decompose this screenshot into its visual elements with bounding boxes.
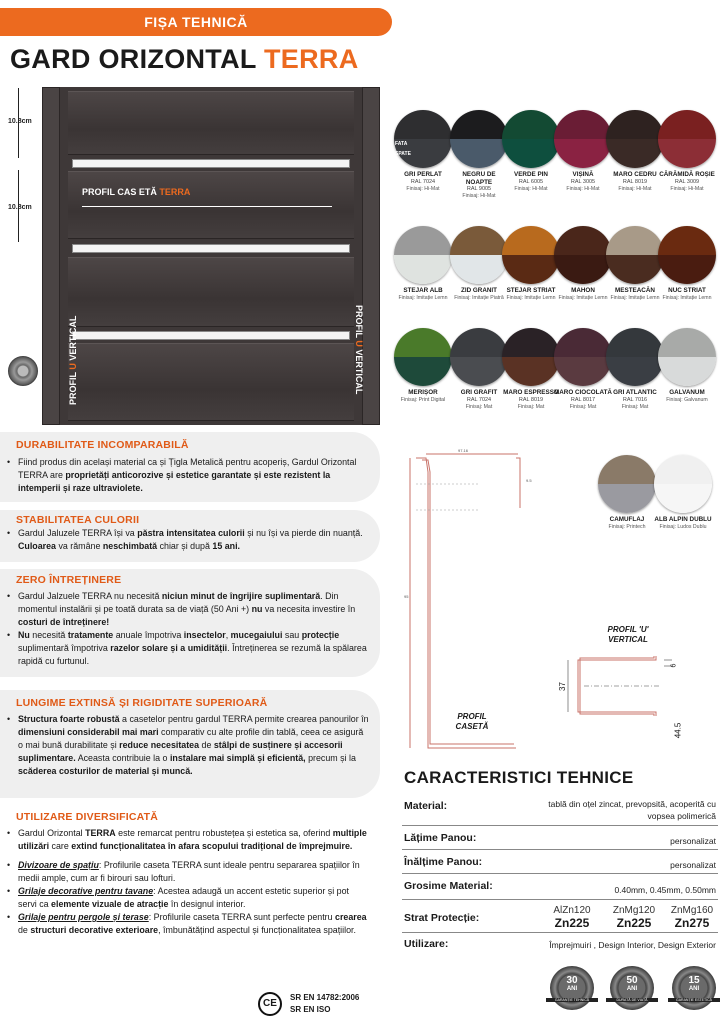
swatch-disc bbox=[606, 226, 664, 284]
swatch-disc bbox=[606, 328, 664, 386]
swatch-finish: Finisaj: Hi-Mat bbox=[566, 185, 600, 192]
swatch-ral: RAL 7016 bbox=[622, 396, 648, 403]
swatch-back bbox=[450, 255, 508, 284]
color-swatch bbox=[598, 455, 656, 531]
swatch-front bbox=[450, 226, 508, 255]
swatch-back bbox=[658, 139, 716, 168]
swatch-name: MAHON bbox=[571, 287, 595, 294]
section-title-lungime: LUNGIME EXTINSĂ ȘI RIGIDITATE SUPERIOARĂ bbox=[16, 697, 268, 709]
section-title-utilizare: UTILIZARE DIVERSIFICATĂ bbox=[16, 811, 159, 823]
dimension-top: 10.8cm bbox=[8, 118, 32, 125]
list-item: • Structura foarte robustă a casetelor pentru gardul TERRA permite crearea panourilor în dimensiuni considerabil mai mari comparativ cu alte profile din tablă, ceea ce asigură o mai bună durabilitate și reduce necesitatea de stâlpi de susținere și accesorii suplimentare. Aceasta contribuie la o instalare mai simplă și eficientă, precum și la scăderea costurilor de material și muncă. bbox=[6, 713, 370, 778]
color-swatch bbox=[654, 455, 712, 531]
profil-u-label: PROFIL 'U' VERTICAL bbox=[607, 625, 649, 644]
profile-arrow bbox=[82, 206, 332, 207]
swatch-disc bbox=[394, 328, 452, 386]
swatch-back bbox=[502, 139, 560, 168]
swatch-ral: RAL 8017 bbox=[570, 396, 596, 403]
swatch-front bbox=[606, 110, 664, 139]
swatch-disc bbox=[658, 226, 716, 284]
swatch-ral: RAL 8019 bbox=[518, 396, 544, 403]
swatch-back bbox=[554, 139, 612, 168]
profile-caseta-label bbox=[82, 187, 190, 197]
svg-text:9.5: 9.5 bbox=[526, 478, 532, 483]
warranty-badge bbox=[672, 966, 716, 1010]
swatch-back bbox=[450, 357, 508, 386]
swatch-front bbox=[450, 110, 508, 139]
swatch-back bbox=[554, 255, 612, 284]
swatch-disc bbox=[450, 110, 508, 168]
swatch-ral: RAL 7024 bbox=[466, 396, 492, 403]
swatch-finish: Finisaj: Mat bbox=[517, 403, 545, 410]
swatch-name: MESTEACĂN bbox=[615, 287, 655, 294]
fence-post-right bbox=[362, 87, 380, 425]
swatch-disc bbox=[502, 226, 560, 284]
color-swatch bbox=[502, 328, 560, 411]
swatch-finish: Finisaj: Hi-Mat bbox=[514, 185, 548, 192]
svg-text:97.16: 97.16 bbox=[458, 448, 469, 453]
protection-3: ZnMg160 Zn275 bbox=[670, 905, 714, 930]
swatch-disc bbox=[654, 455, 712, 513]
swatch-disc bbox=[606, 110, 664, 168]
color-swatch bbox=[606, 226, 664, 302]
swatch-back bbox=[450, 139, 508, 168]
list-item: • Nu necesită tratamente anuale împotriva insectelor, mucegaiului sau protecție suplimentară împotriva razelor solare și a umidității. Întreținerea se rezumă la spălarea rapidă cu furtunul. bbox=[6, 629, 370, 668]
color-swatch bbox=[502, 110, 560, 193]
swatch-disc bbox=[554, 226, 612, 284]
dim-37: 37 bbox=[557, 682, 567, 691]
protection-2: ZnMg120 Zn225 bbox=[612, 905, 656, 930]
swatch-name: CAMUFLAJ bbox=[609, 516, 645, 523]
warranty-badge bbox=[550, 966, 594, 1010]
profile-u-right-2: VERTICAL bbox=[354, 349, 364, 395]
color-swatch bbox=[606, 328, 664, 411]
row-inaltime: Înălțime Panou: personalizat bbox=[402, 854, 718, 874]
screw-icon bbox=[8, 356, 38, 386]
swatch-finish: Finisaj: Mat bbox=[621, 403, 649, 410]
badge-num: 50 bbox=[626, 975, 638, 986]
profil-caseta-label: PROFIL CASETĂ bbox=[455, 712, 489, 731]
swatch-name: MARO ESPRESSO bbox=[503, 389, 559, 396]
swatch-disc bbox=[502, 328, 560, 386]
color-swatch bbox=[502, 226, 560, 302]
protection-1: AlZn120 Zn225 bbox=[553, 905, 591, 930]
swatch-back bbox=[394, 357, 452, 386]
section-text-utilizare bbox=[6, 827, 370, 937]
swatch-front bbox=[606, 226, 664, 255]
swatch-disc bbox=[502, 110, 560, 168]
row-strat: Strat Protecție: bbox=[402, 903, 718, 933]
header-banner: FIȘA TEHNICĂ bbox=[0, 8, 392, 36]
swatch-front bbox=[502, 328, 560, 357]
swatch-back bbox=[606, 357, 664, 386]
swatch-front bbox=[598, 455, 656, 484]
swatch-front bbox=[658, 328, 716, 357]
color-swatch bbox=[554, 110, 612, 193]
swatch-finish: Finisaj: Hi-Mat bbox=[618, 185, 652, 192]
swatch-finish: Finisaj: Printech bbox=[608, 523, 646, 530]
swatch-back bbox=[654, 484, 712, 513]
swatch-front bbox=[554, 226, 612, 255]
badge-text: GARANȚIE TEHNICĂ bbox=[546, 998, 598, 1002]
swatch-front bbox=[450, 328, 508, 357]
title-accent: TERRA bbox=[264, 44, 359, 74]
swatch-back bbox=[598, 484, 656, 513]
profile-u-left-2: VERTICAL bbox=[68, 315, 78, 361]
list-item: • Gardul Orizontal TERRA este remarcat pentru robustețea și estetica sa, oferind multiple utilizări care extind funcționalitatea în afara scopului tradițional de împrejmuire. bbox=[6, 827, 370, 853]
swatch-back bbox=[658, 357, 716, 386]
swatch-ral: RAL 7024 bbox=[410, 178, 436, 185]
swatch-name: GRI GRAFIT bbox=[460, 389, 498, 396]
swatch-front bbox=[658, 226, 716, 255]
section-text-lungime bbox=[6, 713, 370, 778]
ce-mark-icon: CE bbox=[258, 992, 282, 1016]
fence-slat bbox=[68, 91, 354, 155]
badge-unit: ANI bbox=[626, 986, 638, 992]
section-title-zero: ZERO ÎNTREȚINERE bbox=[16, 574, 122, 586]
fence-slat bbox=[68, 343, 354, 421]
section-title-durabilitate: DURABILITATE INCOMPARABILĂ bbox=[16, 439, 189, 451]
swatch-front bbox=[658, 110, 716, 139]
swatch-ral: RAL 6005 bbox=[518, 178, 544, 185]
badge-unit: ANI bbox=[688, 986, 700, 992]
swatch-name: MERIȘOR bbox=[408, 389, 438, 396]
standard-2: SR EN ISO bbox=[290, 1005, 331, 1014]
swatch-name: NUC STRIAT bbox=[668, 287, 706, 294]
section-text-stabilitate bbox=[6, 527, 370, 553]
swatch-front bbox=[606, 328, 664, 357]
row-material: Material: tablă din oțel zincat, prevopsită, acoperită cu vopsea polimerică bbox=[402, 796, 718, 826]
swatch-disc bbox=[554, 328, 612, 386]
color-swatch bbox=[606, 110, 664, 193]
characteristics-title: CARACTERISTICI TEHNICE bbox=[404, 768, 634, 787]
profile-u-left-1: PROFIL bbox=[68, 372, 78, 405]
swatch-front bbox=[394, 110, 452, 139]
swatch-name: CĂRĂMIDĂ ROȘIE bbox=[659, 171, 715, 178]
svg-text:95: 95 bbox=[404, 594, 409, 599]
color-swatch bbox=[450, 110, 508, 200]
list-item: • Grilaje pentru pergole și terase: Profilurile caseta TERRA sunt perfecte pentru crearea de structuri decorative exterioare, îmbunătățind aspectul și funcționalitatea spațiilor. bbox=[6, 911, 370, 937]
swatch-finish: Finisaj: Imitație Lemn bbox=[610, 294, 660, 301]
profile-u-right-accent: U bbox=[354, 340, 364, 347]
swatch-name: GALVANUM bbox=[669, 389, 705, 396]
row-utilizare: Utilizare: Împrejmuiri , Design Interior, Design Exterior bbox=[404, 938, 716, 950]
swatch-finish: Finisaj: Print Digital bbox=[400, 396, 446, 403]
swatch-front bbox=[654, 455, 712, 484]
swatch-name: NEGRU DE NOAPTE bbox=[462, 171, 496, 186]
swatch-disc bbox=[394, 226, 452, 284]
swatch-finish: Finisaj: Mat bbox=[569, 403, 597, 410]
swatch-finish: Finisaj: Imitație Lemn bbox=[558, 294, 608, 301]
swatch-disc bbox=[658, 328, 716, 386]
dim-445: 44.5 bbox=[673, 722, 683, 739]
swatch-back bbox=[606, 139, 664, 168]
swatch-ral: RAL 9005 bbox=[466, 186, 492, 192]
fence-gap bbox=[72, 331, 350, 340]
swatch-ral: RAL 8019 bbox=[622, 178, 648, 185]
profile-u-right-label bbox=[354, 305, 364, 394]
swatch-name: ALB ALPIN DUBLU bbox=[654, 516, 712, 523]
swatch-disc bbox=[394, 110, 452, 168]
color-swatch bbox=[658, 328, 716, 404]
swatch-name: GRI PERLAT bbox=[404, 171, 442, 178]
fence-illustration bbox=[42, 87, 380, 425]
swatch-name: STEJAR STRIAT bbox=[506, 287, 556, 294]
swatch-name: STEJAR ALB bbox=[403, 287, 443, 294]
fence-slat bbox=[68, 171, 354, 239]
fence-gap bbox=[72, 159, 350, 168]
swatch-front bbox=[502, 226, 560, 255]
color-swatch bbox=[554, 226, 612, 302]
profile-caseta-accent: TERRA bbox=[159, 187, 191, 197]
fence-slat bbox=[68, 257, 354, 327]
profile-u-right-1: PROFIL bbox=[354, 305, 364, 338]
swatch-back bbox=[554, 357, 612, 386]
list-item: • Gardul Jaluzele TERRA își va păstra intensitatea culorii și nu își va pierde din nuanță. Culoarea va rămâne neschimbată chiar și după 15 ani. bbox=[6, 527, 370, 553]
swatch-front bbox=[394, 226, 452, 255]
spate-label: SPATE bbox=[395, 151, 411, 157]
swatch-front bbox=[394, 328, 452, 357]
swatch-front bbox=[554, 328, 612, 357]
swatch-name: GRI ATLANTIC bbox=[613, 389, 657, 396]
swatch-back bbox=[502, 255, 560, 284]
swatch-front bbox=[554, 110, 612, 139]
list-item: • Grilaje decorative pentru tavane: Acestea adaugă un accent estetic superior și pot servi ca elemente vizuale de atracție în designul interior. bbox=[6, 885, 370, 911]
badge-text: DURATĂ DE VIAȚĂ bbox=[606, 998, 658, 1002]
standard-1: SR EN 14782:2006 bbox=[290, 993, 360, 1002]
swatch-disc bbox=[598, 455, 656, 513]
swatch-finish: Finisaj: Hi-Mat bbox=[406, 185, 440, 192]
color-swatch bbox=[394, 226, 452, 302]
list-item: • Divizoare de spațiu: Profilurile caseta TERRA sunt ideale pentru separarea spațiilor în medii ample, cum ar fi birouri sau lofturi. bbox=[6, 859, 370, 885]
color-swatch bbox=[450, 226, 508, 302]
swatch-disc bbox=[554, 110, 612, 168]
swatch-finish: Finisaj: Hi-Mat bbox=[462, 193, 496, 199]
swatch-finish: Finisaj: Imitație Lemn bbox=[506, 294, 556, 301]
swatch-ral: RAL 3005 bbox=[570, 178, 596, 185]
swatch-finish: Finisaj: Mat bbox=[465, 403, 493, 410]
swatch-disc bbox=[450, 226, 508, 284]
swatch-back bbox=[658, 255, 716, 284]
swatch-name: VERDE PIN bbox=[514, 171, 548, 178]
color-swatch bbox=[658, 226, 716, 302]
section-text-durabilitate bbox=[6, 456, 370, 495]
fence-gap bbox=[72, 244, 350, 253]
dimension-mid: 10.8cm bbox=[8, 204, 32, 211]
swatch-finish: Finisaj: Imitație Piatră bbox=[454, 294, 504, 301]
list-item: • Fiind produs din același material ca și Țigla Metalică pentru acoperiș, Gardul Orizontal TERRA are proprietăți anticorozive și estetice garantate și este rezistent la intemperii și raze ultraviolete. bbox=[6, 456, 370, 495]
profile-u-left-label bbox=[68, 316, 78, 405]
color-swatch bbox=[394, 328, 452, 404]
badge-text: GARANȚIE ESTETICĂ bbox=[668, 998, 720, 1002]
title-main: GARD ORIZONTAL bbox=[10, 44, 257, 74]
color-swatch bbox=[658, 110, 716, 193]
swatch-finish: Finisaj: Ludos Dublu bbox=[659, 523, 707, 530]
swatch-finish: Finisaj: Hi-Mat bbox=[670, 185, 704, 192]
fata-label: FATA bbox=[395, 141, 408, 147]
swatch-name: MARO CEDRU bbox=[613, 171, 657, 178]
swatch-name: VIȘINĂ bbox=[572, 171, 594, 178]
swatch-back bbox=[606, 255, 664, 284]
swatch-back bbox=[394, 255, 452, 284]
swatch-name: MARO CIOCOLATĂ bbox=[554, 389, 612, 396]
badge-num: 15 bbox=[688, 975, 700, 986]
swatch-disc bbox=[450, 328, 508, 386]
list-item: • Gardul Jalzuele TERRA nu necesită niciun minut de îngrijire suplimentară. Din momentul instalării și pe toată durata sa de viață (50 Ani +) nu va necesita investire în costuri de întreținere! bbox=[6, 590, 370, 629]
swatch-back bbox=[502, 357, 560, 386]
swatch-name: ZID GRANIT bbox=[460, 287, 498, 294]
swatch-finish: Finisaj: Galvanum bbox=[666, 396, 708, 403]
swatch-finish: Finisaj: Imitație Lemn bbox=[662, 294, 712, 301]
dim-6: 6 bbox=[670, 663, 678, 668]
swatch-front bbox=[502, 110, 560, 139]
swatch-disc bbox=[658, 110, 716, 168]
color-swatch bbox=[554, 328, 612, 411]
profile-u-left-accent: U bbox=[68, 363, 78, 370]
swatch-finish: Finisaj: Imitație Lemn bbox=[398, 294, 448, 301]
fence-post-left bbox=[42, 87, 60, 425]
badge-unit: ANI bbox=[566, 986, 578, 992]
page-title bbox=[10, 44, 359, 75]
section-title-stabilitate: STABILITATEA CULORII bbox=[16, 514, 140, 526]
warranty-badge bbox=[610, 966, 654, 1010]
color-swatch bbox=[450, 328, 508, 411]
section-text-zero bbox=[6, 590, 370, 668]
badge-num: 30 bbox=[566, 975, 578, 986]
row-grosime: Grosime Material: 0.40mm, 0.45mm, 0.50mm bbox=[402, 878, 718, 900]
profile-caseta-prefix: PROFIL CAS ETĂ bbox=[82, 187, 157, 197]
swatch-ral: RAL 3009 bbox=[674, 178, 700, 185]
row-latime: Lățime Panou: personalizat bbox=[402, 830, 718, 850]
